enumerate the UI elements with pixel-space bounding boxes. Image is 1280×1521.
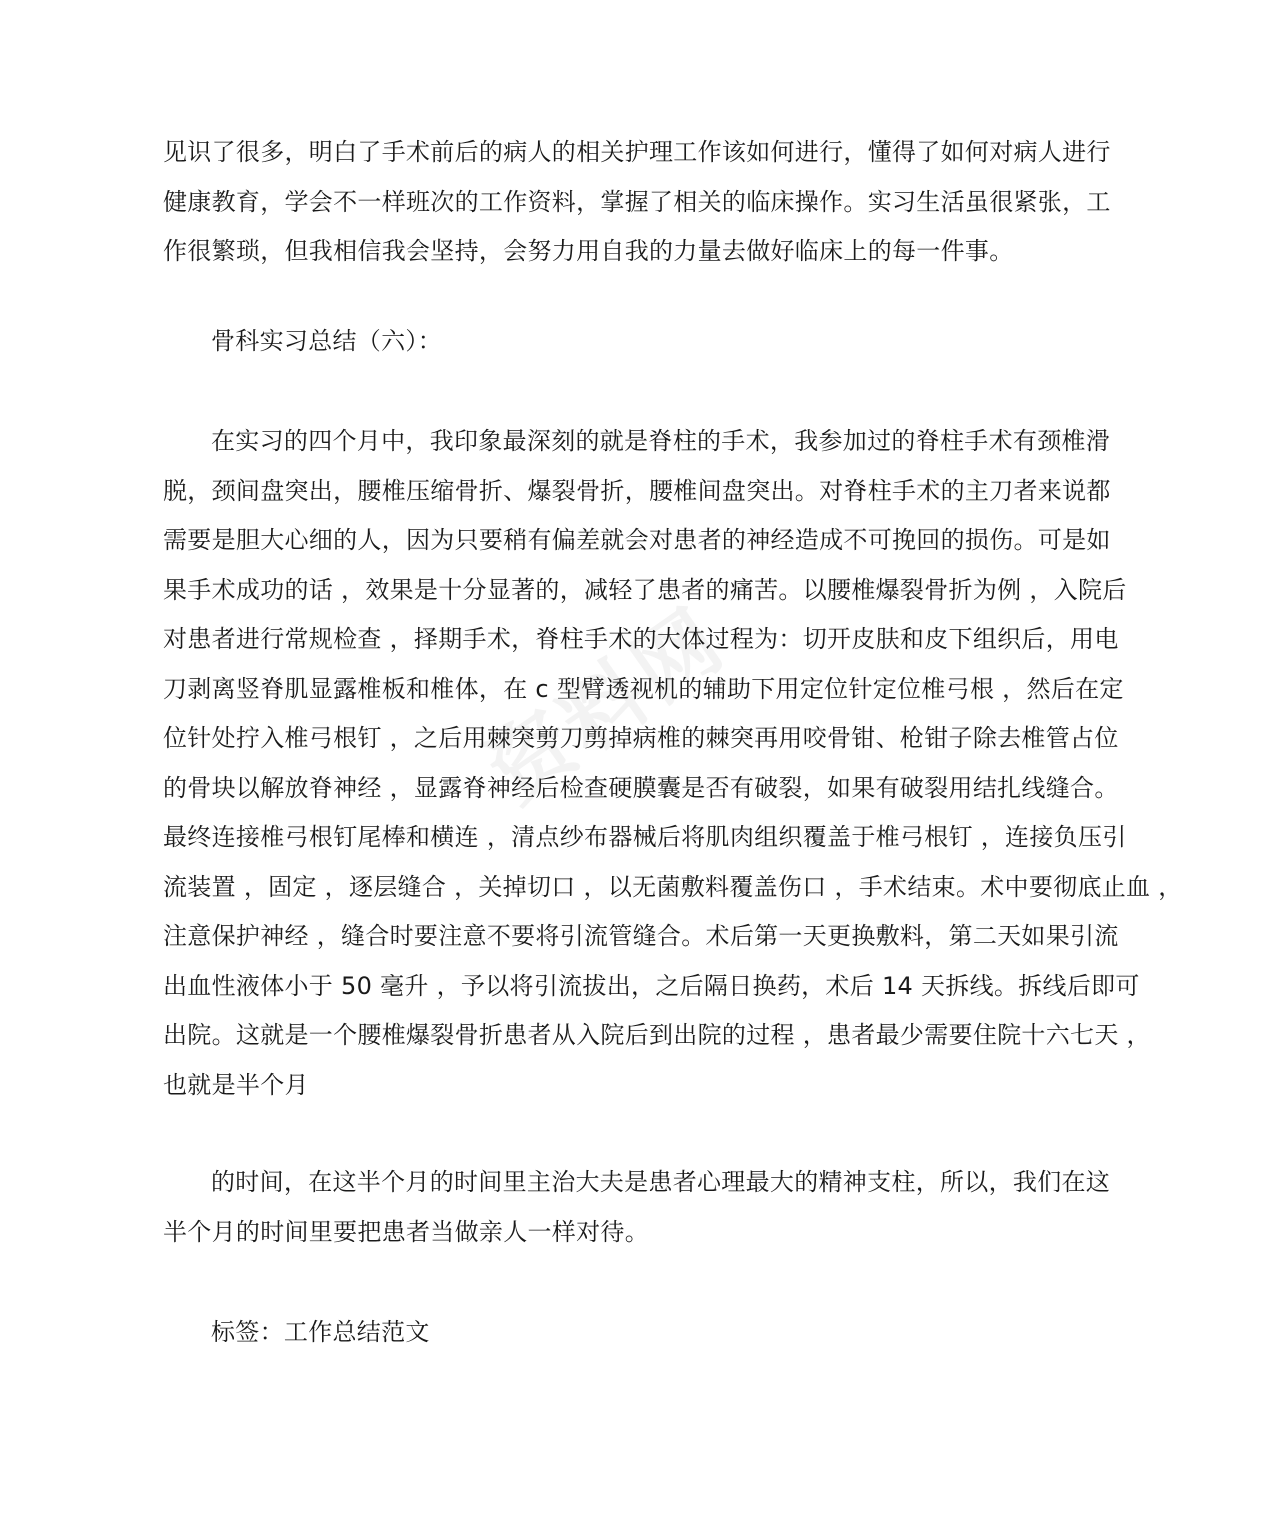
- text-line: 也就是半个月: [163, 1070, 309, 1099]
- text-line: 脱，颈间盘突出，腰椎压缩骨折、爆裂骨折，腰椎间盘突出。对脊柱手术的主刀者来说都: [163, 476, 1111, 505]
- text-line: 在实习的四个月中，我印象最深刻的就是脊柱的手术，我参加过的脊柱手术有颈椎滑: [211, 427, 1111, 455]
- section-heading: [163, 317, 1123, 367]
- text-line: 需要是胆大心细的人，因为只要稍有偏差就会对患者的神经造成不可挽回的损伤。可是如: [163, 526, 1111, 554]
- paragraph-main: [163, 417, 1183, 1110]
- text-line: 半个月的时间里要把患者当做亲人一样对待。: [163, 1217, 649, 1246]
- paragraph-continuation: [163, 128, 1123, 277]
- watermark: 资料网: [469, 589, 742, 822]
- text-line: 最终连接椎弓根钉尾棒和横连 ，清点纱布器械后将肌肉组织覆盖于椎弓根钉 ，连接负压引: [163, 823, 1127, 851]
- tags-text: 标签：工作总结范文: [211, 1318, 430, 1346]
- text-line: 的时间，在这半个月的时间里主治大夫是患者心理最大的精神支柱，所以，我们在这: [211, 1168, 1111, 1196]
- text-line: 对患者进行常规检查 ，择期手术，脊柱手术的大体过程为：切开皮肤和皮下组织后，用电: [163, 625, 1119, 653]
- text-line: 流装置 ，固定 ，逐层缝合 ，关掉切口 ，以无菌敷料覆盖伤口 ，手术结束。术中要彻底止血 ，: [163, 872, 1183, 901]
- text-line: 注意保护神经 ，缝合时要注意不要将引流管缝合。术后第一天更换敷料，第二天如果引流: [163, 922, 1119, 950]
- paragraph-closing: [163, 1158, 1123, 1257]
- heading-text: 骨科实习总结（六）：: [211, 327, 442, 355]
- text-line: 健康教育，学会不一样班次的工作资料，掌握了相关的临床操作。实习生活虽很紧张，工: [163, 187, 1111, 216]
- text-line: 见识了很多，明白了手术前后的病人的相关护理工作该如何进行，懂得了如何对病人进行: [163, 138, 1111, 166]
- text-line: 的骨块以解放脊神经 ，显露脊神经后检查硬膜囊是否有破裂，如果有破裂用结扎线缝合。: [163, 773, 1119, 802]
- text-line: 出院。这就是一个腰椎爆裂骨折患者从入院后到出院的过程 ，患者最少需要住院十六七天 ，: [163, 1021, 1151, 1049]
- tags-line: [163, 1308, 1123, 1358]
- text-line: 位针处拧入椎弓根钉 ，之后用棘突剪刀剪掉病椎的棘突再用咬骨钳、枪钳子除去椎管占位: [163, 724, 1119, 752]
- text-line: 果手术成功的话 ，效果是十分显著的，减轻了患者的痛苦。以腰椎爆裂骨折为例 ，入院后: [163, 575, 1127, 604]
- text-line: 作很繁琐，但我相信我会坚持，会努力用自我的力量去做好临床上的每一件事。: [163, 237, 1014, 265]
- text-line: 出血性液体小于 50 毫升 ，予以将引流拔出，之后隔日换药，术后 14 天拆线。拆线后即可: [163, 971, 1140, 1000]
- text-line: 刀剥离竖脊肌显露椎板和椎体，在 c 型臂透视机的辅助下用定位针定位椎弓根 ，然后在定: [163, 674, 1124, 703]
